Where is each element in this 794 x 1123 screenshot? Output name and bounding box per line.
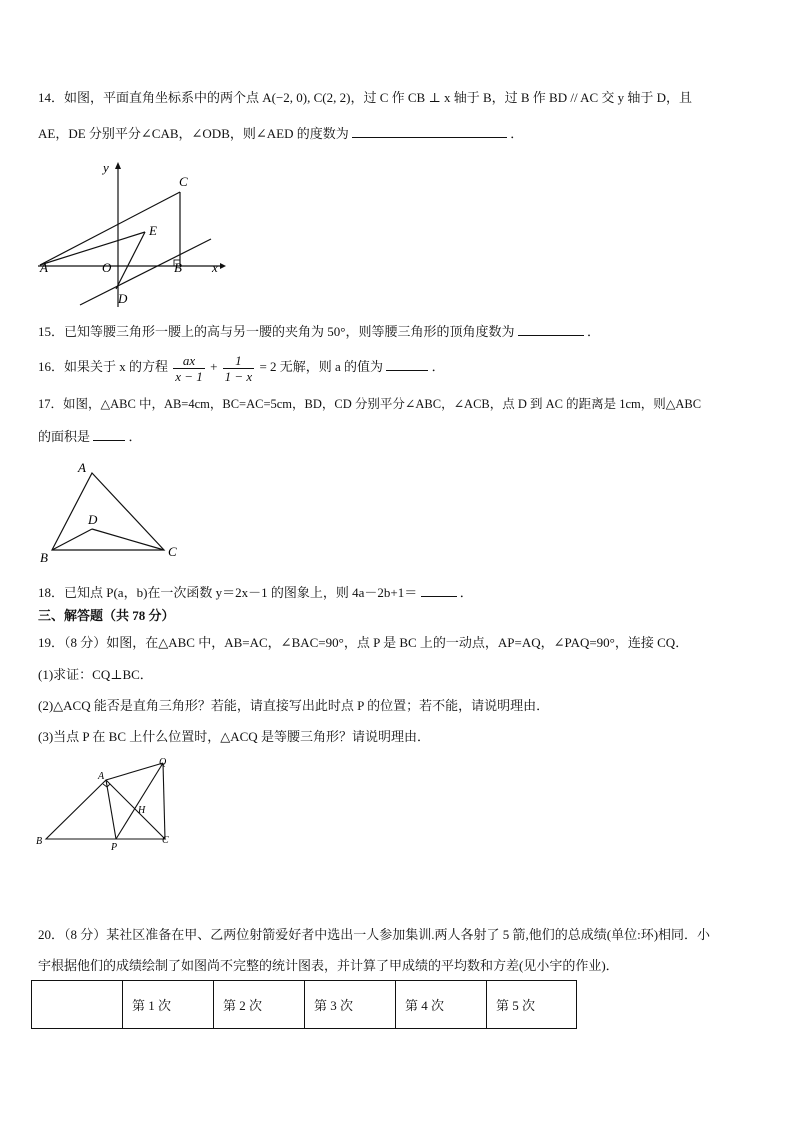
table-header-cell [32, 981, 123, 1029]
q16-frac2-denominator: 1 − x [224, 368, 253, 384]
table-header-cell: 第 3 次 [305, 981, 396, 1029]
section3-title: 三、解答题（共 78 分） [38, 608, 175, 623]
q16-frac1-numerator: ax [182, 352, 196, 368]
q19-line-QC [163, 763, 165, 839]
q14-y-arrow [115, 162, 121, 169]
q17-line-DC [92, 529, 164, 550]
q14-figure [30, 155, 230, 310]
q14-line-AC [40, 192, 180, 265]
q14-label-C: C [179, 174, 188, 189]
q19-label-C: C [162, 835, 169, 846]
q19-figure [34, 756, 184, 852]
q14-tail: ． [510, 126, 524, 141]
q14-line-BD [80, 239, 211, 305]
q14-label-A: A [40, 260, 48, 275]
q19-part3: (3)当点 P 在 BC 上什么位置时，△ACQ 是等腰三角形？请说明理由． [38, 729, 430, 744]
q14-label-B: B [174, 260, 182, 275]
q17-line2 [38, 427, 142, 446]
q18-tail: ． [459, 585, 473, 600]
q14-answer-blank [352, 124, 507, 138]
table-header-cell: 第 1 次 [123, 981, 214, 1029]
q17-label-B: B [40, 550, 48, 565]
q16-line [38, 350, 445, 384]
q17-answer-blank [93, 427, 125, 441]
q16-frac2-numerator: 1 [235, 352, 242, 368]
q15-answer-blank [518, 322, 584, 336]
q17-line1: 17．如图，△ABC 中，AB=4cm，BC=AC=5cm，BD，CD 分别平分∠ABC，∠ACB，点 D 到 AC 的距离是 1cm，则△ABC [38, 397, 702, 411]
q17-label-A: A [78, 460, 86, 475]
q14-label-x: x [212, 260, 218, 275]
q17-label-C: C [168, 544, 177, 559]
table-header-cell: 第 5 次 [487, 981, 577, 1029]
q16-plus: + [210, 359, 218, 374]
q16-fraction-2 [223, 353, 255, 384]
q14-line1: 14．如图，平面直角坐标系中的两个点 A(−2, 0), C(2, 2)，过 C 作 CB ⊥ x 轴于 B，过 B 作 BD // AC 交 y 轴于 D，且 [38, 90, 693, 105]
q20-line2: 宇根据他们的成绩绘制了如图尚不完整的统计图表，并计算了甲成绩的平均数和方差(见小宇的作业)． [38, 958, 619, 973]
q19-label-H: H [138, 805, 146, 816]
q14-x-arrow [220, 263, 226, 269]
q18-text: 18．已知点 P(a，b)在一次函数 y＝2x－1 的图象上，则 4a－2b+1＝ [38, 585, 418, 600]
q14-label-D: D [118, 291, 128, 306]
q15-tail: ． [586, 324, 600, 339]
q16-answer-blank [386, 357, 428, 371]
q19-label-Q: Q [159, 757, 167, 768]
q14-line2 [38, 124, 523, 143]
q17-triangle-ABC [52, 473, 164, 550]
q16-fraction-1 [173, 353, 205, 384]
q14-line2-text: AE，DE 分别平分∠CAB，∠ODB，则∠AED 的度数为 [38, 126, 349, 141]
q20-score-table [31, 980, 577, 1029]
q15-text: 15．已知等腰三角形一腰上的高与另一腰的夹角为 50°，则等腰三角形的顶角度数为 [38, 324, 515, 339]
table-header-cell: 第 2 次 [214, 981, 305, 1029]
q16-prefix: 16．如果关于 x 的方程 [38, 359, 169, 374]
q19-label-P: P [111, 842, 118, 852]
q19-part1: (1)求证：CQ⊥BC． [38, 667, 153, 682]
q19-part2: (2)△ACQ 能否是直角三角形？若能，请直接写出此时点 P 的位置；若不能，请说明理由． [38, 698, 550, 713]
q18-line [38, 583, 473, 602]
q14-line-ED [116, 232, 145, 289]
q16-suffix: = 2 无解，则 a 的值为 [259, 359, 384, 374]
q17-tail: ． [128, 429, 142, 444]
q16-frac1-denominator: x − 1 [175, 368, 203, 384]
q17-line2-text: 的面积是 [38, 429, 91, 444]
q14-label-E: E [149, 223, 157, 238]
q19-label-B: B [36, 836, 43, 847]
table-header-cell: 第 4 次 [396, 981, 487, 1029]
q20-line1: 20．（8 分）某社区准备在甲、乙两位射箭爱好者中选出一人参加集训.两人各射了 5 箭,他们的总成绩(单位:环)相同．小 [38, 927, 711, 942]
q18-answer-blank [421, 583, 457, 597]
q19-line1: 19．（8 分）如图，在△ABC 中，AB=AC，∠BAC=90°，点 P 是 BC 上的一动点，AP=AQ，∠PAQ=90°，连接 CQ． [38, 635, 689, 650]
q17-label-D: D [88, 512, 98, 527]
q14-label-O: O [102, 260, 112, 275]
q17-figure [36, 458, 186, 566]
table-row [32, 981, 577, 1029]
q14-label-y: y [103, 160, 109, 175]
q16-tail: ． [431, 359, 445, 374]
q15-line [38, 322, 600, 341]
q19-label-A: A [98, 771, 105, 782]
